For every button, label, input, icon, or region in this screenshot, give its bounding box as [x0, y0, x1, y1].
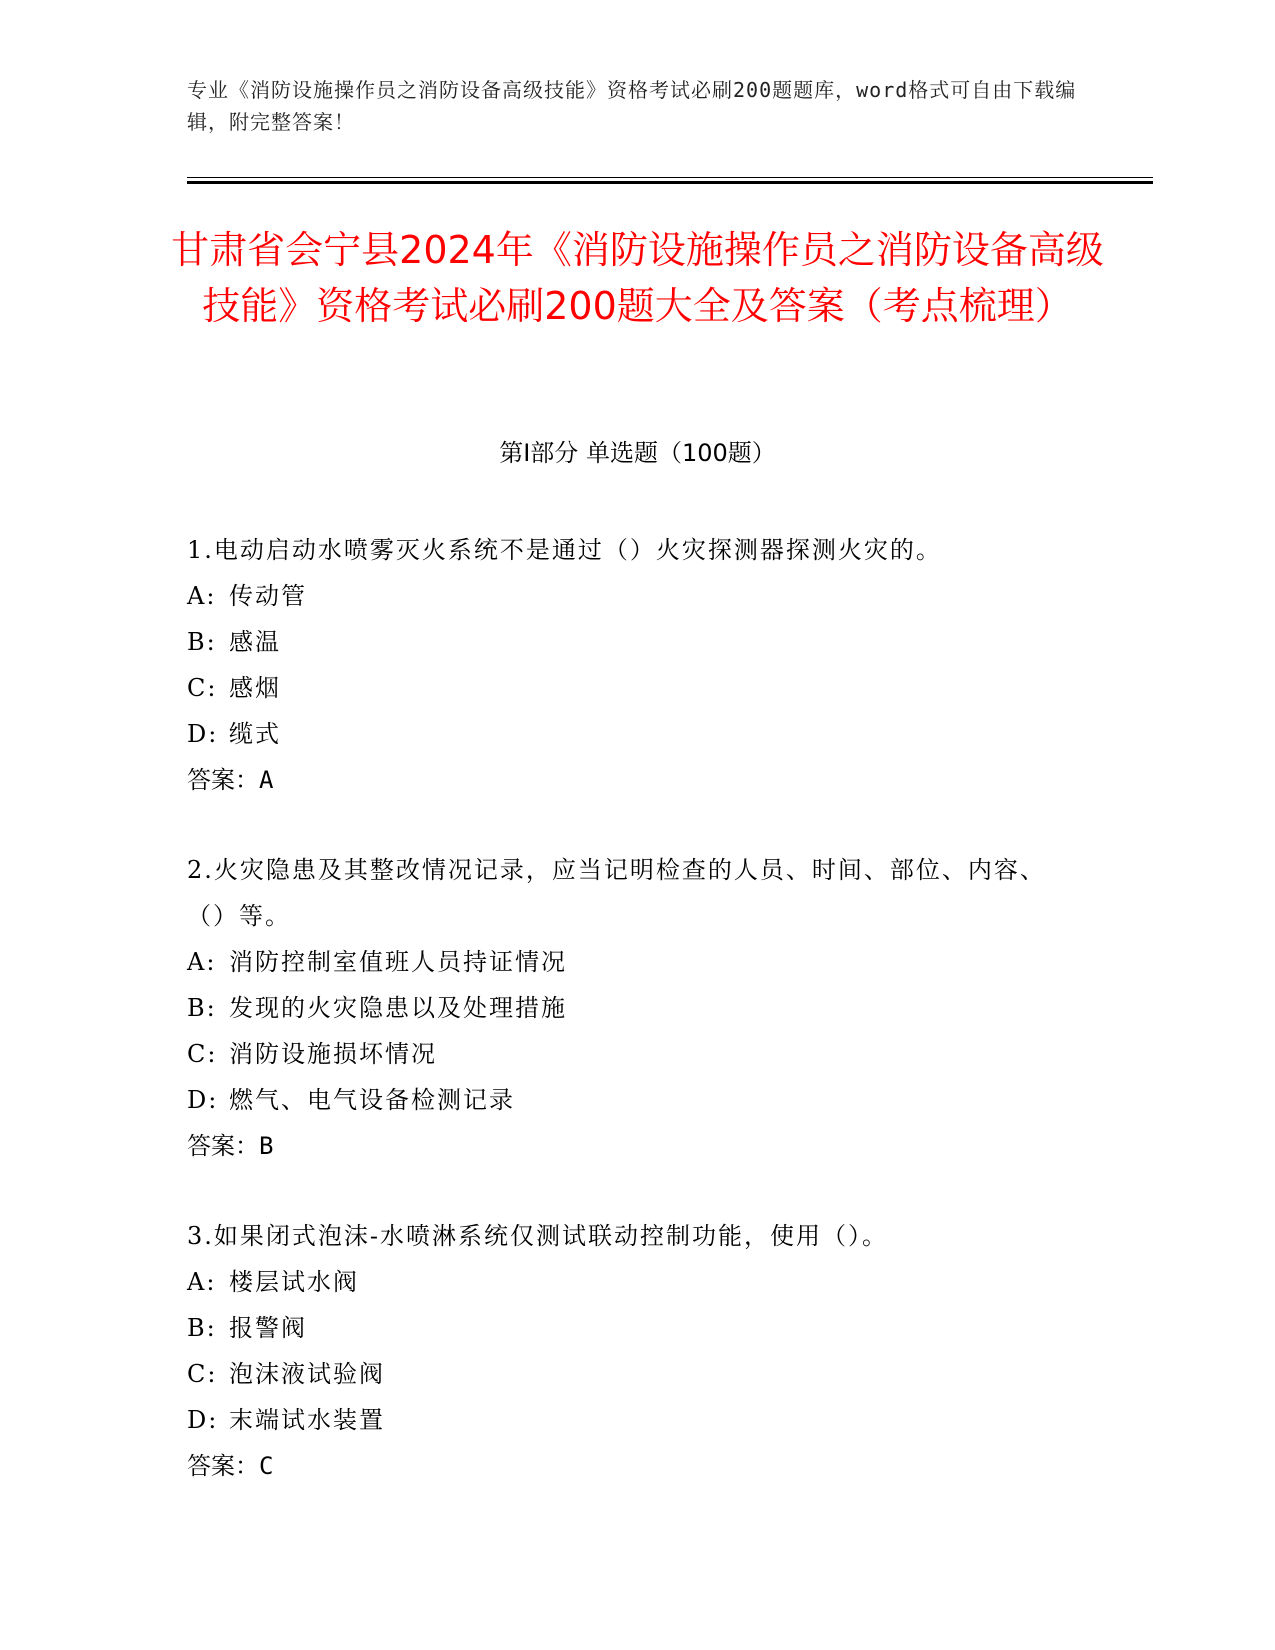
- answer-label: 答案：: [187, 766, 259, 794]
- answer-label: 答案：: [187, 1132, 259, 1160]
- answer-line: [187, 1123, 1067, 1169]
- answer-line: [187, 1443, 1067, 1489]
- option-c: [187, 665, 1067, 711]
- option-text: 感烟: [229, 674, 281, 702]
- option-b: [187, 619, 1067, 665]
- option-text: 传动管: [229, 582, 307, 610]
- option-key: C:: [187, 1360, 218, 1388]
- option-text: 报警阀: [229, 1314, 307, 1342]
- question-1: [187, 527, 1067, 803]
- option-text: 发现的火灾隐患以及处理措施: [229, 994, 567, 1022]
- question-stem: 2.火灾隐患及其整改情况记录，应当记明检查的人员、时间、部位、内容、（）等。: [187, 856, 1046, 930]
- option-key: D:: [187, 720, 219, 748]
- option-key: B:: [187, 994, 217, 1022]
- option-d: [187, 711, 1067, 757]
- header-divider-thick: [187, 181, 1153, 184]
- option-key: A:: [187, 948, 217, 976]
- option-d: [187, 1077, 1067, 1123]
- answer-label: 答案：: [187, 1452, 259, 1480]
- option-b: [187, 985, 1067, 1031]
- option-c: [187, 1351, 1067, 1397]
- question-list: [187, 527, 1067, 1533]
- document-title: 甘肃省会宁县2024年《消防设施操作员之消防设备高级技能》资格考试必刷200题大全及答案（考点梳理）: [171, 228, 1104, 328]
- option-text: 楼层试水阀: [229, 1268, 359, 1296]
- option-key: C:: [187, 674, 218, 702]
- header-divider-thin: [187, 177, 1153, 178]
- option-key: A:: [187, 582, 217, 610]
- question-2: [187, 847, 1067, 1169]
- option-text: 消防控制室值班人员持证情况: [229, 948, 567, 976]
- question-stem: 1.电动启动水喷雾灭火系统不是通过（）火灾探测器探测火灾的。: [187, 536, 942, 564]
- option-text: 燃气、电气设备检测记录: [229, 1086, 515, 1114]
- option-text: 末端试水装置: [229, 1406, 385, 1434]
- section-title: 第I部分 单选题（100题）: [499, 439, 776, 467]
- option-text: 泡沫液试验阀: [229, 1360, 385, 1388]
- option-key: B:: [187, 1314, 217, 1342]
- answer-value: A: [259, 766, 274, 794]
- answer-value: C: [259, 1452, 274, 1480]
- answer-line: [187, 757, 1067, 803]
- option-key: D:: [187, 1406, 219, 1434]
- option-key: A:: [187, 1268, 217, 1296]
- question-stem: 3.如果闭式泡沫-水喷淋系统仅测试联动控制功能，使用（）。: [187, 1222, 889, 1250]
- header-note: 专业《消防设施操作员之消防设备高级技能》资格考试必刷200题题库，word格式可自由下载编辑，附完整答案！: [187, 78, 1077, 134]
- option-a: [187, 1259, 1067, 1305]
- option-text: 感温: [229, 628, 281, 656]
- option-text: 消防设施损坏情况: [229, 1040, 437, 1068]
- option-a: [187, 939, 1067, 985]
- option-d: [187, 1397, 1067, 1443]
- option-key: B:: [187, 628, 217, 656]
- option-key: C:: [187, 1040, 218, 1068]
- option-text: 缆式: [229, 720, 281, 748]
- answer-value: B: [259, 1132, 274, 1160]
- option-b: [187, 1305, 1067, 1351]
- option-a: [187, 573, 1067, 619]
- question-3: [187, 1213, 1067, 1489]
- option-c: [187, 1031, 1067, 1077]
- option-key: D:: [187, 1086, 219, 1114]
